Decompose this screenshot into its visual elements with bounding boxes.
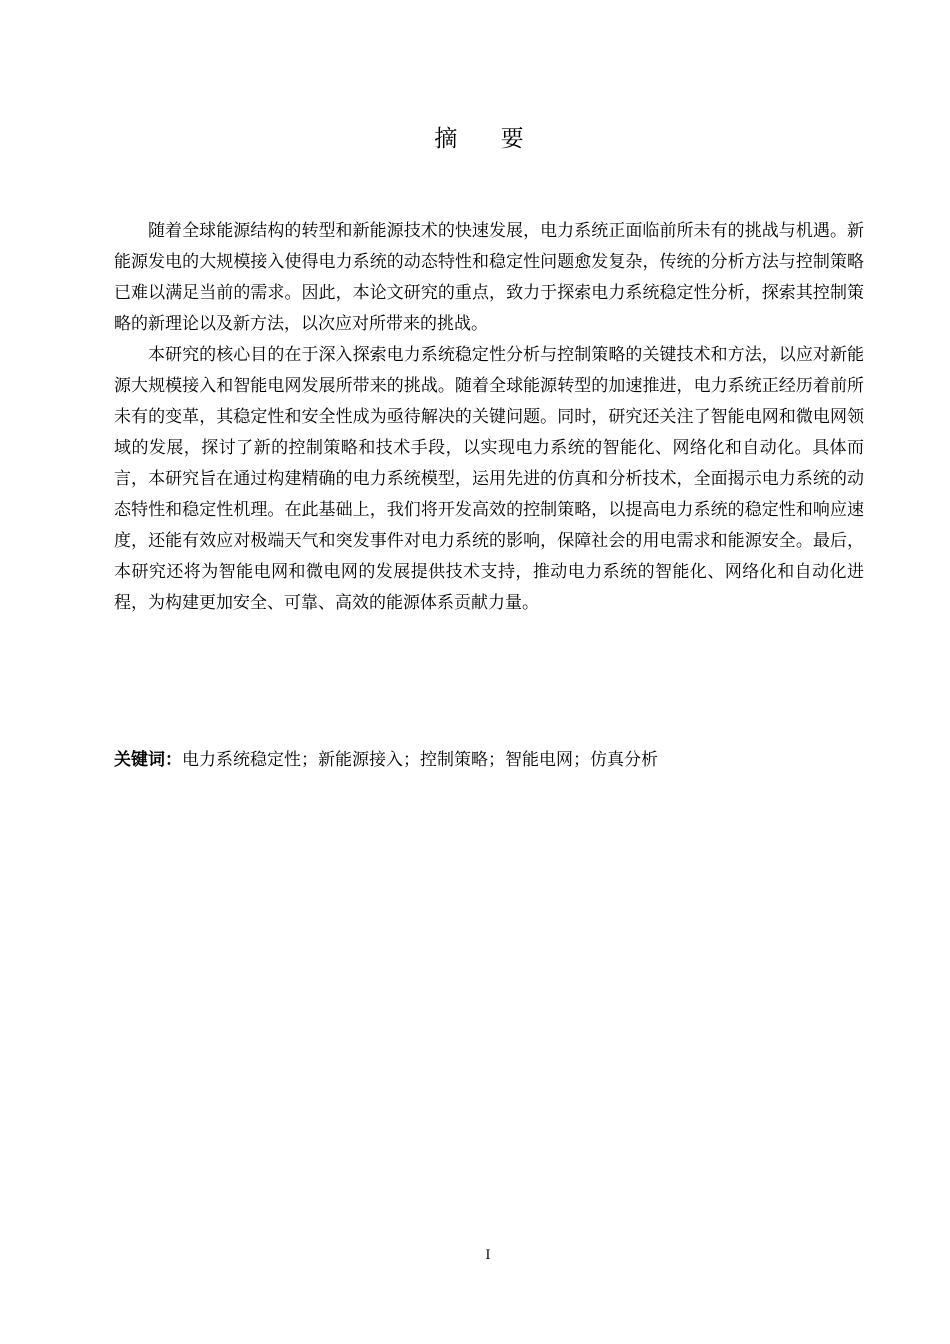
keywords-line [114,745,864,776]
keywords-text: 电力系统稳定性；新能源接入；控制策略；智能电网；仿真分析 [182,750,658,770]
abstract-paragraph-1: 随着全球能源结构的转型和新能源技术的快速发展，电力系统正面临前所未有的挑战与机遇。新能源发电的大规模接入使得电力系统的动态特性和稳定性问题愈发复杂，传统的分析方法与控制策略已难以满足当前的需求。因此，本论文研究的重点，致力于探索电力系统稳定性分析，探索其控制策略的新理论以及新方法，以次应对所带来的挑战。 [114,221,864,334]
abstract-title: 摘 要 [434,126,542,152]
page-number: I [485,1248,491,1263]
abstract-paragraph-2: 本研究的核心目的在于深入探索电力系统稳定性分析与控制策略的关键技术和方法，以应对新能源大规模接入和智能电网发展所带来的挑战。随着全球能源转型的加速推进，电力系统正经历着前所未有的变革，其稳定性和安全性成为亟待解决的关键问题。同时，研究还关注了智能电网和微电网领域的发展，探讨了新的控制策略和技术手段，以实现电力系统的智能化、网络化和自动化。具体而言，本研究旨在通过构建精确的电力系统模型，运用先进的仿真和分析技术，全面揭示电力系统的动态特性和稳定性机理。在此基础上，我们将开发高效的控制策略，以提高电力系统的稳定性和响应速度，还能有效应对极端天气和突发事件对电力系统的影响，保障社会的用电需求和能源安全。最后，本研究还将为智能电网和微电网的发展提供技术支持，推动电力系统的智能化、网络化和自动化进程，为构建更加安全、可靠、高效的能源体系贡献力量。 [114,345,864,613]
keywords-label: 关键词： [114,750,182,770]
abstract-body [114,216,864,619]
